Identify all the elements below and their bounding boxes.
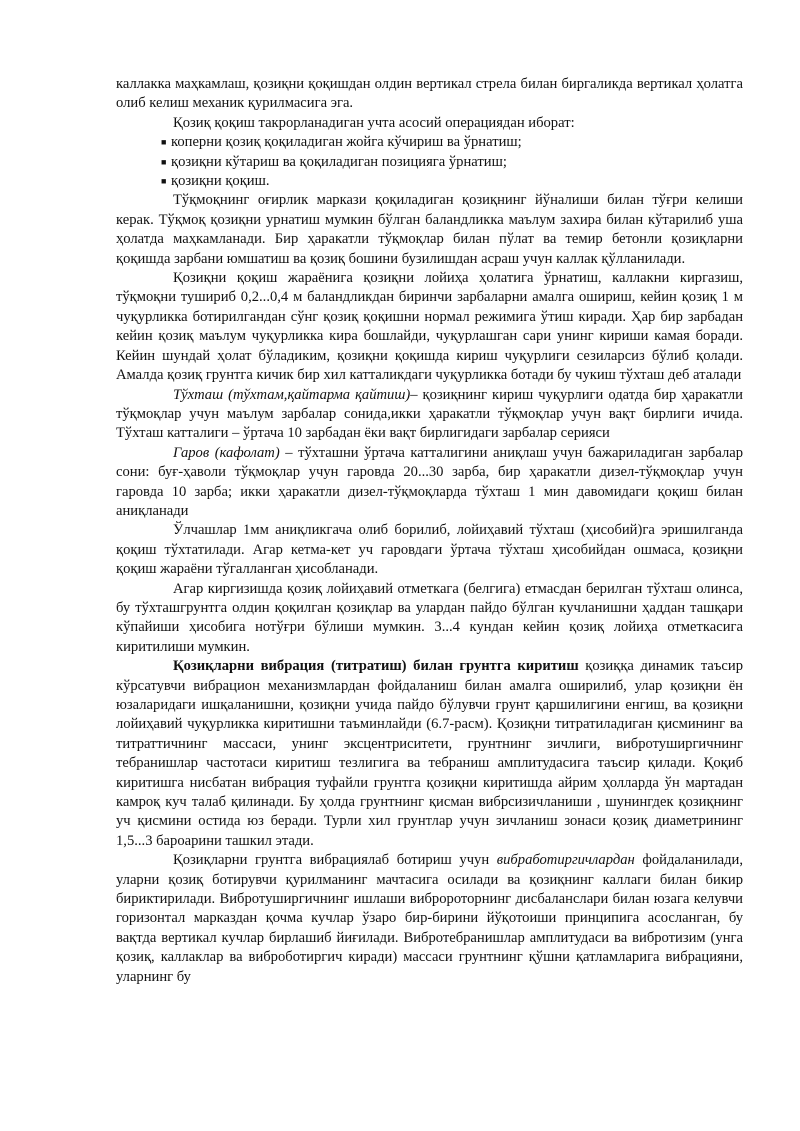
stop-text: – қозиқнинг кириш чуқурлиги одатда бир ҳаракатли тўқмоқлар учун маълум зарбалар сонида,икки ҳаракатли тўқмоқлар учун вақт бирлиги ичида. Тўхташ катталиги – ўртача 10 зарбадан ёки вақт бирлигидаги зарбалар серияси [116, 386, 743, 442]
bullet-square-icon: ■ [161, 137, 167, 148]
intro-paragraph: каллакка маҳкамлаш, қозиқни қоқишдан олдин вертикал стрела билан биргаликда вертикал ҳолатга олиб келиш механик қурилмасига эга. [116, 76, 743, 112]
bullet-text: қозиқни қоқиш. [171, 173, 270, 190]
pledge-definition-paragraph [116, 444, 743, 522]
driving-process-paragraph: Қозиқни қоқиш жараёнига қозиқни лойиҳа ҳолатига ўрнатиш, каллакни киргазиш, тўқмоқни тушириб 0,2...0,4 м баландликдан биринчи зарбаларни амалга ошириш, кейин қозиқ 1 м чуқурликка ботирилгандан сўнг қозиқ қоқишни нормал режимига ўтиш киради. Ҳар бир зарбадан кейин қозиқ маълум чуқурликка кира бошлайди, чуқурлашган сари унинг кириши камая боради. Кейин шундай ҳолат бўладиким, қозиқни қоқишда кириш чуқурлиги сезиларсиз бўлиб қолади. Амалда қозиқ грунтга кичик бир хил катталикдаги чуқурликка ботади бу чукиш тўхташ деб аталади [116, 270, 743, 384]
vibration-text: қозиққа динамик таъсир кўрсатувчи вибрацион механизмлардан фойдаланиш билан амалга оширилиб, улар қозиқни ён юзаларидаги ишқаланишни, қозиқни учида пайдо бўлувчи грунт қаршилигини енгиш, ва қозиқни лойиҳавий чуқурликка киритишни таъминлайди (6.7-расм). Қозиқни титратиладиган қисмининг ва титраттичнинг массаси, унинг эксцентриситети, грунтнинг зичлиги, вибротуширгичнинг тебранишлар частотаси киритиш тезлигига ва тебраниш амплитудасига таъсир қилади. Қоқиб киритишга нисбатан вибрация туфайли грунтга қозиқни киритишда айрим ҳолларда ўн мартадан камроқ куч талаб қилинади. Бу ҳолда грунтнинг қисман вибрсизичланиши , шунингдек қозиқнинг уч қисмини остида юз беради. Турли хил грунтлар учун зичланиш зонаси қозиқ диаметрининг 1,5...3 бароарини ташкил этади. [116, 658, 743, 849]
mark-paragraph: Агар киргизишда қозиқ лойиҳавий отметкага (белгига) етмасдан берилган тўхташ олинса, бу тўхташгрунтга олдин қоқилган қозиқлар ва улардан пайдо бўлган кучланишни ҳаддан ташқари кўпайиши ҳисобига нотўғри бўлиши мумкин. 3...4 кундан кейин қозиқ лойиҳа отметкасига киритилиши мумкин. [116, 580, 743, 655]
document-page [116, 75, 743, 987]
pledge-term: Гаров (кафолат) [173, 444, 280, 461]
center-of-gravity-paragraph: Тўқмоқнинг оғирлик маркази қоқиладиган қозиқнинг йўналиши билан тўғри келиши керак. Тўқмоқ қозиқни урнатиш мумкин бўлган баландликка маълум захира билан кўтарилиб уша ҳолатда маҳкамланади. Бир ҳаракатли тўқмоқлар билан пўлат ва темир бетонли қозиқларни қоқишда зарбани юмшатиш ва қозиқ бошини бузилишдан асраш учун каллак қўлланилади. [116, 192, 743, 267]
vibro-text-b: фойдаланилади, уларни қозиқ ботирувчи қурилманинг мачтасига осилади ва қозиқнинг каллаги билан бикир бириктирилади. Вибротуширгичнинг ишлаши вибророторнинг дисбаланслари билан юзага келувчи горизонтал марказдан қочма кучлар ўзаро бир-бирини йўқотоиши принципига асосланган, бу вақтда вертикал кучлар бирлашиб йиғилади. Вибротебранишлар амплитудаси ва вибротизим (унга қозиқ, каллаклар ва виброботиргич киради) массаси грунтнинг қўшни қатламларига вибрацияни, уларнинг бу [116, 852, 744, 985]
stop-term: Тўхташ (тўхтам,қайтарма қайтиш) [173, 386, 411, 403]
operations-intro: Қозиқ қоқиш такрорланадиган учта асосий операциядан иборат: [173, 114, 575, 131]
vibro-term: вибработиргичлардан [496, 852, 635, 869]
bullet-text: коперни қозиқ қоқиладиган жойга кўчириш ва ўрнатиш; [171, 134, 522, 151]
bullet-item [161, 133, 743, 152]
bullet-square-icon: ■ [161, 156, 167, 167]
vibro-text-a: Қозиқларни грунтга вибрациялаб ботириш учун [173, 852, 497, 869]
stop-definition-paragraph [116, 386, 743, 444]
vibration-heading: Қозиқларни вибрация (титратиш) билан грунтга киритиш [173, 658, 579, 675]
bullet-text: қозиқни кўтариш ва қоқиладиган позицияга ўрнатиш; [171, 153, 507, 170]
bullet-square-icon: ■ [161, 176, 167, 187]
vibro-driver-paragraph [116, 851, 743, 987]
vibration-paragraph [116, 657, 743, 851]
pledge-text: – тўхташни ўртача катталигини аниқлаш учун бажариладиган зарбалар сони: буғ-ҳаволи тўқмоқлар учун гаровда 20...30 зарба, бир ҳаракатли дизел-тўқмоқлар учун гаровда 10 зарба; икки ҳаракатли дизел-тўқмоқларда тўхташ 1 мин давомидаги қоқиш билан аниқланади [116, 444, 743, 519]
bullet-item [161, 153, 743, 172]
measurement-paragraph: Ўлчашлар 1мм аниқликгача олиб борилиб, лойиҳавий тўхташ (ҳисобий)га эришилганда қоқиш тўхтатилади. Агар кетма-кет уч гаровдаги ўртача тўхташ ҳисобийдан ошмаса, қозиқни қоқиш жараёни тўгалланган ҳисобланади. [116, 522, 743, 578]
bullet-item [161, 172, 743, 191]
